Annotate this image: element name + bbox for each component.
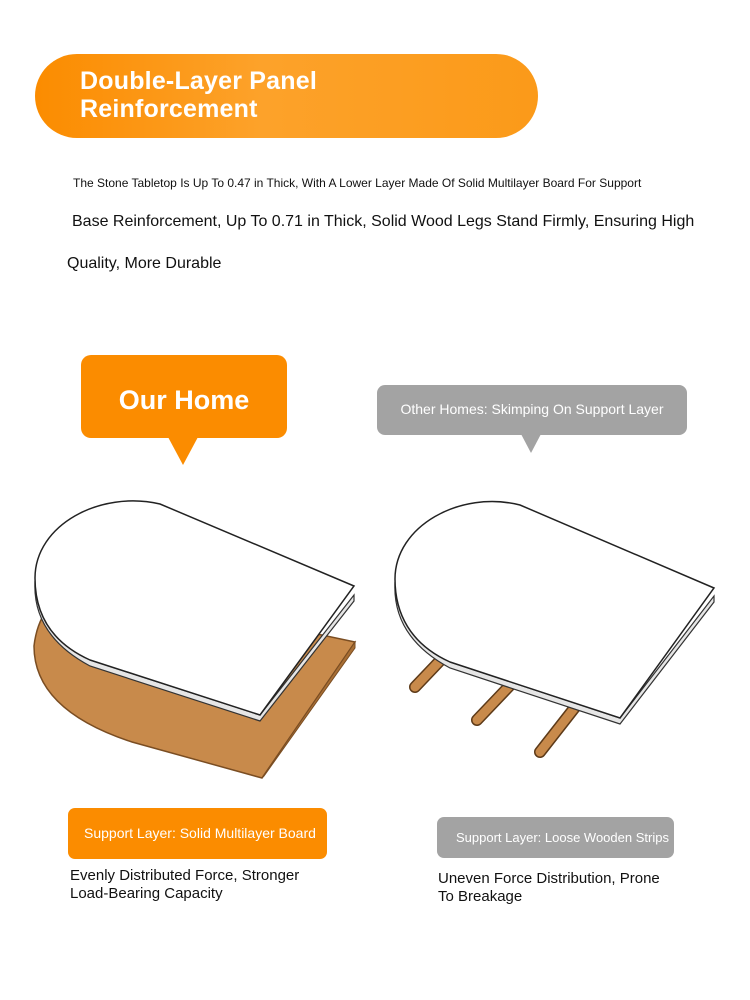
description-line3: Quality, More Durable — [67, 255, 222, 272]
other-homes-callout-label: Other Homes: Skimping On Support Layer — [400, 401, 664, 417]
our-support-layer-label — [68, 808, 327, 859]
page-title — [80, 67, 500, 123]
page-title-line2: Reinforcement — [80, 95, 258, 123]
other-drawback-line1: Uneven Force Distribution, Prone — [438, 870, 660, 887]
our-benefit-text — [70, 867, 340, 903]
our-support-layer-text: Support Layer: Solid Multilayer Board — [84, 825, 316, 841]
description-line2: Base Reinforcement, Up To 0.71 in Thick, Solid Wood Legs Stand Firmly, Ensuring High — [72, 213, 695, 230]
other-support-layer-text: Support Layer: Loose Wooden Strips — [456, 830, 669, 845]
wooden-strip-3 — [540, 706, 576, 752]
our-home-callout-tail — [168, 437, 198, 465]
loose-strips-tabletop-illustration — [380, 490, 730, 790]
other-support-layer-label — [437, 817, 674, 858]
our-benefit-line1: Evenly Distributed Force, Stronger — [70, 867, 300, 884]
stone-tabletop — [395, 502, 714, 718]
page-title-line1: Double-Layer Panel — [80, 67, 317, 95]
our-home-callout-label: Our Home — [118, 385, 250, 415]
other-drawback-line2: To Breakage — [438, 888, 523, 905]
other-homes-callout-tail — [521, 434, 541, 453]
double-layer-tabletop-illustration — [20, 490, 370, 790]
our-benefit-line2: Load-Bearing Capacity — [70, 885, 223, 902]
other-drawback-text — [438, 870, 688, 906]
description-line1: The Stone Tabletop Is Up To 0.47 in Thick, With A Lower Layer Made Of Solid Multilayer Board For Support — [73, 176, 642, 190]
